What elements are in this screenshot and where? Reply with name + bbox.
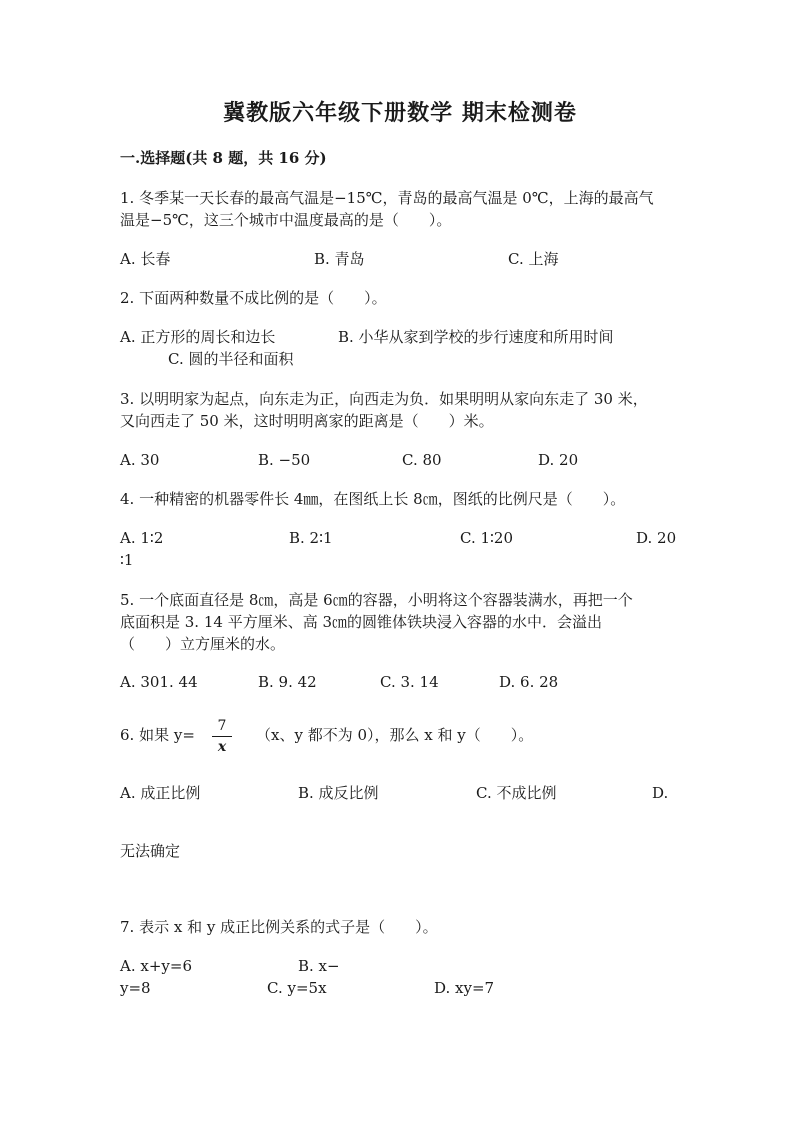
question-4-option-c: C. 1∶20 [460, 529, 514, 547]
section-heading: 一.选择题(共 8 题，共 16 分) [120, 149, 327, 167]
question-4-option-b: B. 2∶1 [289, 529, 333, 547]
question-5-line-2: 底面积是 3. 14 平方厘米、高 3㎝的圆锥体铁块浸入容器的水中．会溢出 [120, 613, 603, 631]
question-6-option-b: B. 成反比例 [298, 784, 379, 802]
question-7-option-d: D. xy=7 [434, 979, 495, 997]
question-6-option-d-continued: 无法确定 [120, 842, 181, 860]
question-6-option-c: C. 不成比例 [476, 784, 557, 802]
question-6-prefix: 6. 如果 y= [120, 726, 195, 744]
question-6-option-d: D. [652, 784, 669, 802]
question-2-line-1: 2. 下面两种数量不成比例的是（ ）。 [120, 289, 387, 307]
question-2-option-b: B. 小华从家到学校的步行速度和所用时间 [338, 328, 614, 346]
question-1-option-c: C. 上海 [508, 250, 559, 268]
question-1-line-1: 1. 冬季某一天长春的最高气温是−15℃，青岛的最高气温是 0℃，上海的最高气 [120, 189, 654, 207]
question-5-line-3: （ ）立方厘米的水。 [120, 635, 286, 653]
question-4-option-a: A. 1∶2 [120, 529, 164, 547]
question-5-option-c: C. 3. 14 [380, 673, 439, 691]
question-7-option-b-continued: y=8 [120, 979, 151, 997]
question-3-option-d: D. 20 [538, 451, 579, 469]
question-5-line-1: 5. 一个底面直径是 8㎝，高是 6㎝的容器，小明将这个容器装满水，再把一个 [120, 591, 633, 609]
page-title: 冀教版六年级下册数学 期末检测卷 [223, 100, 577, 126]
question-7-line-1: 7. 表示 x 和 y 成正比例关系的式子是（ ）。 [120, 918, 438, 936]
question-3-option-b: B. −50 [258, 451, 311, 469]
question-1-option-b: B. 青岛 [314, 250, 365, 268]
question-3-line-2: 又向西走了 50 米，这时明明离家的距离是（ ）米。 [120, 412, 494, 430]
question-2-option-c: C. 圆的半径和面积 [168, 350, 294, 368]
fraction-seven-over-x [212, 718, 232, 755]
question-7-option-c: C. y=5x [267, 979, 327, 997]
question-6-option-a: A. 成正比例 [120, 784, 201, 802]
question-1-line-2: 温是−5℃，这三个城市中温度最高的是（ ）。 [120, 211, 452, 229]
question-2-option-a: A. 正方形的周长和边长 [120, 328, 276, 346]
fraction-denominator: x [217, 739, 227, 755]
question-4-option-d-continued: ∶1 [120, 551, 134, 569]
question-5-option-b: B. 9. 42 [258, 673, 317, 691]
question-3-option-c: C. 80 [402, 451, 442, 469]
question-3-option-a: A. 30 [120, 451, 160, 469]
question-1-option-a: A. 长春 [120, 250, 171, 268]
question-7-option-a: A. x+y=6 [120, 957, 192, 975]
fraction-bar [212, 736, 232, 737]
question-3-line-1: 3. 以明明家为起点，向东走为正，向西走为负．如果明明从家向东走了 30 米， [120, 390, 648, 408]
question-4-line-1: 4. 一种精密的机器零件长 4㎜，在图纸上长 8㎝，图纸的比例尺是（ ）。 [120, 490, 626, 508]
question-6-suffix: （x、y 都不为 0），那么 x 和 y（ ）。 [256, 726, 534, 744]
question-5-option-d: D. 6. 28 [499, 673, 559, 691]
question-4-option-d: D. 20 [636, 529, 677, 547]
question-5-option-a: A. 301. 44 [120, 673, 198, 691]
question-7-option-b: B. x− [298, 957, 340, 975]
fraction-numerator: 7 [217, 718, 227, 734]
